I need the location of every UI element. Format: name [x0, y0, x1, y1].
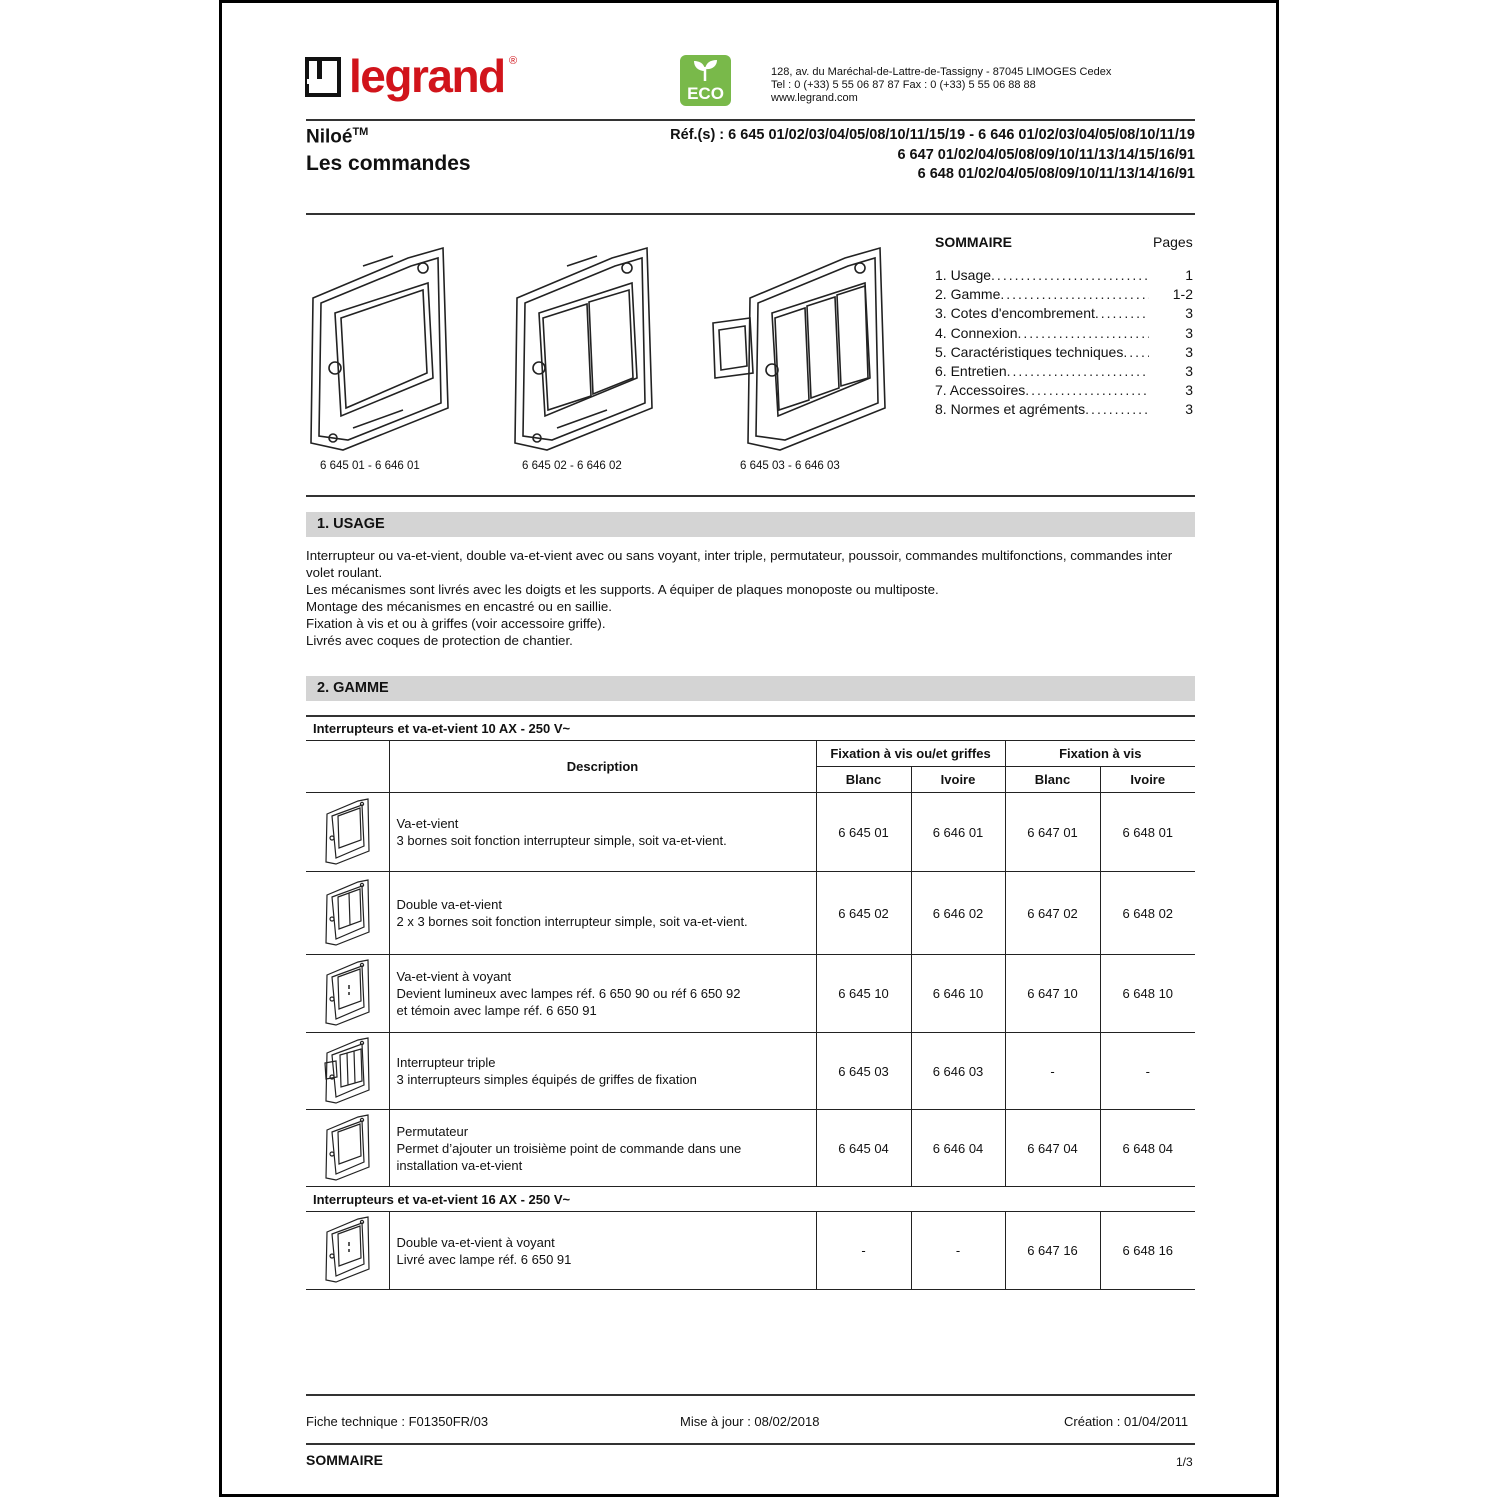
- reference-cell: 6 648 04: [1100, 1110, 1195, 1187]
- icon-header-cell: [306, 741, 389, 793]
- divider: [306, 119, 1195, 121]
- switch-double-figure: [507, 238, 657, 456]
- subsection-title: Interrupteurs et va-et-vient 16 AX - 250 V~: [306, 1187, 1195, 1212]
- usage-paragraph: Montage des mécanismes en encastré ou en saillie.: [306, 599, 612, 614]
- phone-line: Tel : 0 (+33) 5 55 06 87 87 Fax : 0 (+33) 5 55 06 88 88: [771, 79, 1036, 91]
- product-description: [389, 1110, 816, 1187]
- website-link[interactable]: www.legrand.com: [771, 92, 858, 104]
- subsection-row: [306, 716, 1195, 741]
- reference-cell: 6 647 02: [1005, 872, 1100, 955]
- col-header-ivoire: Ivoire: [911, 767, 1005, 793]
- address-line: 128, av. du Maréchal-de-Lattre-de-Tassigny - 87045 LIMOGES Cedex: [771, 66, 1112, 78]
- sommaire-link[interactable]: SOMMAIRE: [306, 1452, 383, 1468]
- sommaire-title: SOMMAIRE: [935, 234, 1012, 250]
- toc-page: 3: [1185, 305, 1193, 322]
- creation-date: Création : 01/04/2011: [1064, 1414, 1189, 1429]
- logo-text: legrand: [349, 50, 505, 102]
- product-title: Niloé™: [306, 126, 369, 148]
- reference-cell: 6 647 01: [1005, 793, 1100, 872]
- product-description: [389, 872, 816, 955]
- product-description: [389, 955, 816, 1033]
- toc-leader: [1123, 343, 1149, 362]
- reference-cell: 6 647 16: [1005, 1212, 1100, 1290]
- toc-page: 1-2: [1172, 286, 1193, 303]
- description-line: 3 bornes soit fonction interrupteur simple, soit va-et-vient.: [396, 833, 727, 848]
- usage-paragraph: Interrupteur ou va-et-vient, double va-et-vient avec ou sans voyant, inter triple, permutateur, poussoir, commandes multifonctions, commandes inter volet roulant.: [306, 548, 1173, 580]
- description-line: Permutateur: [396, 1123, 469, 1139]
- switch-indicator-icon: [322, 957, 372, 1027]
- col-header-ivoire: Ivoire: [1100, 767, 1195, 793]
- company-address: [771, 66, 1111, 105]
- switch-triple-icon: [322, 1035, 372, 1105]
- toc-item[interactable]: [935, 343, 1193, 362]
- page-number: 1/3: [1176, 1455, 1193, 1469]
- reference-cell: 6 646 02: [911, 872, 1005, 955]
- ref-line: Réf.(s) : 6 645 01/02/03/04/05/08/10/11/15/19 - 6 646 01/02/03/04/05/08/10/11/19: [670, 127, 1195, 143]
- eco-text: ECO: [687, 84, 724, 103]
- toc-page: 1: [1185, 267, 1193, 283]
- sommaire-pages-label: Pages: [1153, 234, 1193, 250]
- description-line: 3 interrupteurs simples équipés de griffes de fixation: [396, 1072, 697, 1087]
- toc-item[interactable]: [935, 400, 1193, 419]
- switch-triple-figure: [705, 238, 890, 456]
- product-description: [389, 1212, 816, 1290]
- toc-item[interactable]: [935, 285, 1193, 304]
- logo-registered: ®: [509, 55, 518, 67]
- reference-cell: 6 648 10: [1100, 955, 1195, 1033]
- product-description: [389, 1033, 816, 1110]
- product-image-cell: [306, 872, 389, 955]
- table-row: [306, 1212, 1195, 1290]
- section-header-usage: [306, 512, 1195, 537]
- reference-cell: 6 646 01: [911, 793, 1005, 872]
- toc-page: 3: [1185, 382, 1193, 399]
- reference-cell: 6 647 04: [1005, 1110, 1100, 1187]
- reference-list: [670, 126, 1195, 185]
- description-line: Va-et-vient: [396, 816, 459, 831]
- header-row: [306, 741, 1195, 767]
- toc-page: 3: [1185, 343, 1193, 360]
- section-title: 2. GAMME: [317, 680, 389, 696]
- toc-label: 4. Connexion: [935, 324, 1018, 341]
- toc-label: 7. Accessoires: [935, 382, 1026, 399]
- toc-page: 3: [1185, 362, 1193, 379]
- col-header-blanc: Blanc: [816, 767, 911, 793]
- figure-caption: 6 645 03 - 6 646 03: [740, 460, 840, 472]
- toc-page: 3: [1185, 324, 1193, 341]
- usage-paragraph: Livrés avec coques de protection de chantier.: [306, 633, 573, 648]
- trademark: TM: [352, 126, 369, 138]
- logo-mark-icon: [305, 57, 341, 97]
- switch-single-icon: [322, 796, 372, 866]
- reference-cell: 6 645 03: [816, 1033, 911, 1110]
- switch-double-icon: [322, 877, 372, 947]
- description-line: installation va-et-vient: [396, 1157, 523, 1173]
- description-line: Devient lumineux avec lampes réf. 6 650 90 ou réf 6 650 92: [396, 986, 741, 1001]
- toc-leader: [1085, 400, 1149, 419]
- toc-item[interactable]: [935, 381, 1193, 400]
- product-image-cell: [306, 793, 389, 872]
- eco-badge: [680, 55, 731, 106]
- description-line: Permet d’ajouter un troisième point de commande dans une: [396, 1140, 742, 1156]
- toc-label: 6. Entretien: [935, 362, 1007, 379]
- toc-item[interactable]: [935, 304, 1193, 323]
- table-of-contents: [935, 266, 1193, 420]
- toc-leader: [1007, 362, 1149, 381]
- figure-caption: 6 645 01 - 6 646 01: [320, 460, 420, 472]
- description-line: Interrupteur triple: [396, 1055, 496, 1070]
- divider: [306, 213, 1195, 215]
- toc-leader: [991, 266, 1149, 285]
- switch-single-figure: [303, 238, 453, 456]
- description-line: 2 x 3 bornes soit fonction interrupteur simple, soit va-et-vient.: [396, 914, 748, 929]
- product-image-cell: [306, 1033, 389, 1110]
- divider: [306, 1394, 1195, 1396]
- reference-cell: 6 646 03: [911, 1033, 1005, 1110]
- reference-cell: 6 645 01: [816, 793, 911, 872]
- divider: [306, 1443, 1195, 1445]
- reference-cell: 6 645 04: [816, 1110, 911, 1187]
- toc-item[interactable]: [935, 266, 1193, 285]
- reference-cell: 6 645 02: [816, 872, 911, 955]
- table-row: [306, 1033, 1195, 1110]
- usage-text: [306, 547, 1195, 649]
- toc-item[interactable]: [935, 324, 1193, 343]
- toc-page: 3: [1185, 401, 1193, 418]
- divider: [306, 495, 1195, 497]
- reference-cell: -: [816, 1212, 911, 1290]
- toc-label: 3. Cotes d'encombrement: [935, 305, 1095, 322]
- reference-cell: 6 646 04: [911, 1110, 1005, 1187]
- reference-cell: -: [1100, 1033, 1195, 1110]
- document-reference: Fiche technique : F01350FR/03: [306, 1414, 489, 1429]
- description-line: Livré avec lampe réf. 6 650 91: [396, 1251, 572, 1267]
- reference-cell: 6 645 10: [816, 955, 911, 1033]
- col-header-blanc: Blanc: [1005, 767, 1100, 793]
- product-image-cell: [306, 1110, 389, 1187]
- toc-leader: [1025, 381, 1149, 400]
- reference-cell: -: [911, 1212, 1005, 1290]
- reference-cell: 6 648 01: [1100, 793, 1195, 872]
- table-row: [306, 955, 1195, 1033]
- description-line: Double va-et-vient à voyant: [396, 1234, 555, 1250]
- reference-cell: 6 646 10: [911, 955, 1005, 1033]
- update-date: Mise à jour : 08/02/2018: [680, 1414, 820, 1429]
- reference-cell: 6 647 10: [1005, 955, 1100, 1033]
- toc-label: 5. Caractéristiques techniques: [935, 343, 1124, 360]
- description-line: Va-et-vient à voyant: [396, 969, 512, 984]
- product-image-cell: [306, 955, 389, 1033]
- document-subtitle: Les commandes: [306, 152, 471, 175]
- figure-caption: 6 645 02 - 6 646 02: [522, 460, 622, 472]
- section-title: 1. USAGE: [317, 516, 385, 532]
- section-header-gamme: [306, 676, 1195, 701]
- table-row: [306, 793, 1195, 872]
- toc-label: 2. Gamme: [935, 286, 1001, 303]
- toc-leader: [1018, 324, 1149, 343]
- legrand-logo: [305, 50, 525, 110]
- description-header: Description: [389, 741, 816, 793]
- subsection-row: [306, 1187, 1195, 1212]
- product-range-table: [306, 716, 1195, 1290]
- toc-item[interactable]: [935, 362, 1193, 381]
- reference-cell: 6 648 16: [1100, 1212, 1195, 1290]
- toc-leader: [1095, 304, 1149, 323]
- usage-paragraph: Fixation à vis et ou à griffes (voir accessoire griffe).: [306, 616, 606, 631]
- table-row: [306, 872, 1195, 955]
- switch-indicator-icon: [322, 1214, 372, 1284]
- toc-label: 1. Usage: [935, 267, 992, 283]
- reference-cell: -: [1005, 1033, 1100, 1110]
- group-header-1: Fixation à vis ou/et griffes: [816, 741, 1005, 767]
- ref-line: 6 647 01/02/04/05/08/09/10/11/13/14/15/16/91: [897, 146, 1195, 163]
- table-row: [306, 1110, 1195, 1187]
- leaf-icon: [692, 59, 719, 83]
- description-line: Double va-et-vient: [396, 897, 502, 912]
- description-line: et témoin avec lampe réf. 6 650 91: [396, 1003, 597, 1018]
- switch-single-icon: [322, 1112, 372, 1182]
- toc-leader: [1000, 285, 1149, 304]
- product-description: [389, 793, 816, 872]
- ref-line: 6 648 01/02/04/05/08/09/10/11/13/14/16/91: [917, 166, 1195, 182]
- subsection-title: Interrupteurs et va-et-vient 10 AX - 250 V~: [306, 716, 1195, 741]
- reference-cell: 6 648 02: [1100, 872, 1195, 955]
- product-image-cell: [306, 1212, 389, 1290]
- toc-label: 8. Normes et agréments: [935, 401, 1086, 418]
- group-header-2: Fixation à vis: [1005, 741, 1195, 767]
- usage-paragraph: Les mécanismes sont livrés avec les doigts et les supports. A équiper de plaques monoposte ou multiposte.: [306, 582, 939, 597]
